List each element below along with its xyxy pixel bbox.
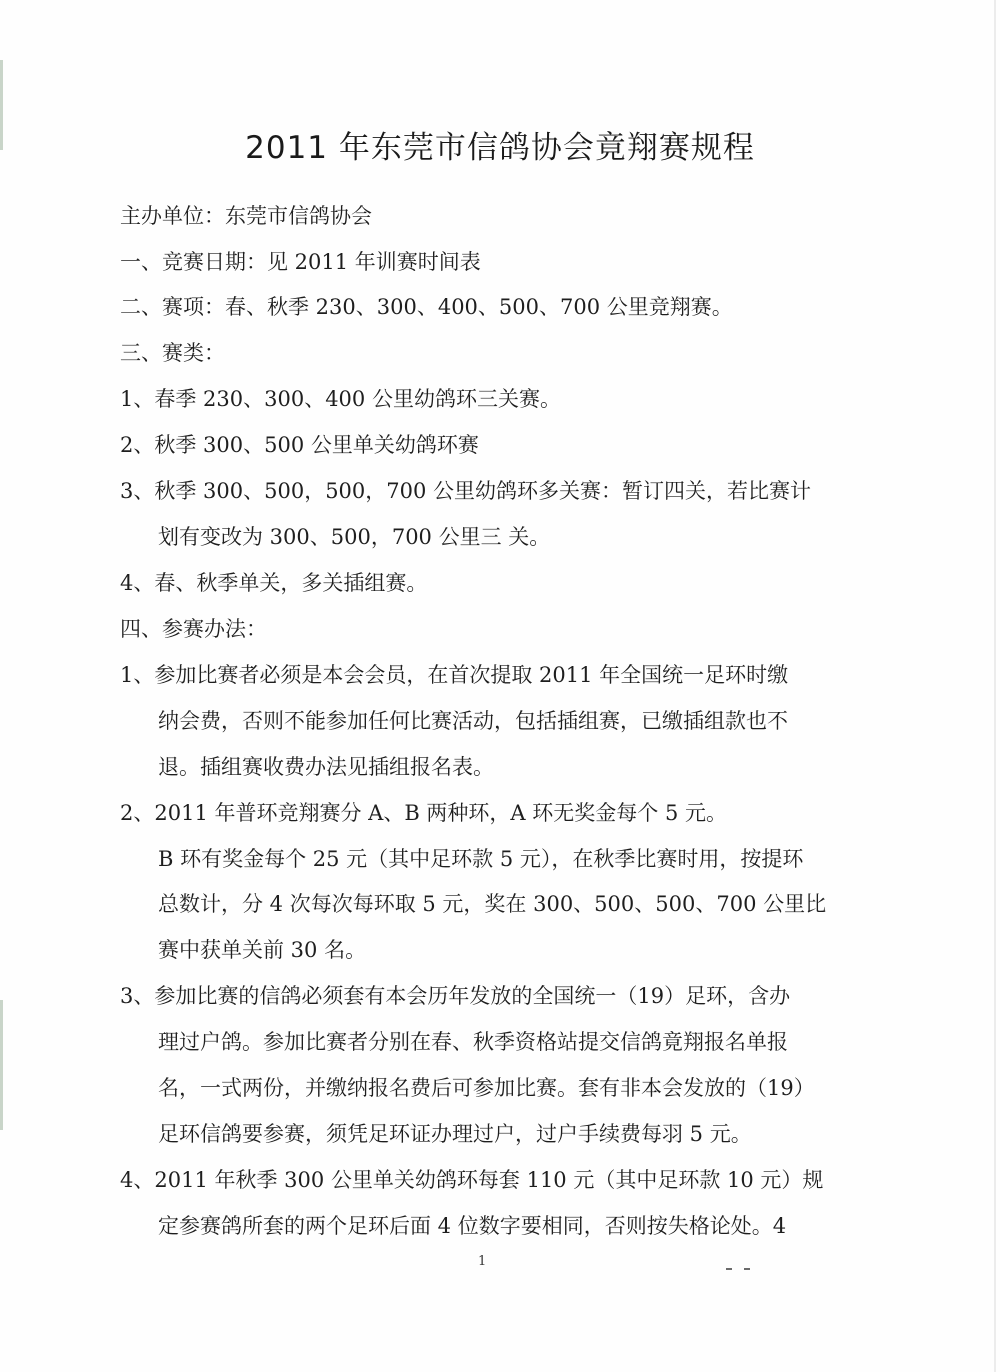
page-number: 1 bbox=[478, 1254, 487, 1269]
section-3-item-3-cont: 划有变改为 300、500，700 公里三 关。 bbox=[158, 525, 551, 549]
section-4-item-1-cont: 退。插组赛收费办法见插组报名表。 bbox=[158, 755, 494, 779]
section-3-item-4: 4、春、秋季单关，多关插组赛。 bbox=[120, 571, 428, 595]
scan-speck bbox=[744, 1268, 750, 1270]
section-3-heading: 三、赛类： bbox=[120, 341, 225, 365]
section-4-item-2-cont: B 环有奖金每个 25 元（其中足环款 5 元），在秋季比赛时用，按提环 bbox=[158, 847, 804, 871]
section-1-date: 一、竞赛日期：见 2011 年训赛时间表 bbox=[120, 250, 481, 274]
section-4-item-3-cont: 足环信鸽要参赛，须凭足环证办理过户，过户手续费每羽 5 元。 bbox=[158, 1122, 752, 1146]
section-4-item-2-cont: 总数计，分 4 次每次每环取 5 元，奖在 300、500、500、700 公里比 bbox=[158, 892, 827, 916]
section-4-item-2: 2、2011 年普环竞翔赛分 A、B 两种环，A 环无奖金每个 5 元。 bbox=[120, 801, 727, 825]
section-4-item-4: 4、2011 年秋季 300 公里单关幼鸽环每套 110 元（其中足环款 10 元）规 bbox=[120, 1168, 824, 1192]
section-4-heading: 四、参赛办法： bbox=[120, 617, 267, 641]
scan-right-edge bbox=[994, 0, 996, 1372]
section-4-item-1: 1、参加比赛者必须是本会会员，在首次提取 2011 年全国统一足环时缴 bbox=[120, 663, 789, 687]
section-4-item-3-cont: 理过户鸽。参加比赛者分别在春、秋季资格站提交信鸽竟翔报名单报 bbox=[158, 1030, 788, 1054]
section-4-item-4-cont: 定参赛鸽所套的两个足环后面 4 位数字要相同，否则按失格论处。4 bbox=[158, 1214, 787, 1238]
section-4-item-1-cont: 纳会费，否则不能参加任何比赛活动，包括插组赛，已缴插组款也不 bbox=[158, 709, 788, 733]
document-title: 2011 年东莞市信鸽协会竟翔赛规程 bbox=[245, 130, 755, 166]
section-3-item-1: 1、春季 230、300、400 公里幼鸽环三关赛。 bbox=[120, 387, 561, 411]
section-3-item-2: 2、秋季 300、500 公里单关幼鸽环赛 bbox=[120, 433, 479, 457]
scan-edge-mark bbox=[0, 1000, 3, 1130]
section-3-item-3: 3、秋季 300、500，500，700 公里幼鸽环多关赛：暂订四关，若比赛计 bbox=[120, 479, 812, 503]
scan-speck bbox=[726, 1268, 732, 1270]
section-4-item-3-cont: 名，一式两份，并缴纳报名费后可参加比赛。套有非本会发放的（19） bbox=[158, 1076, 815, 1100]
section-2-events: 二、赛项：春、秋季 230、300、400、500、700 公里竞翔赛。 bbox=[120, 295, 733, 319]
organizer-line: 主办单位：东莞市信鸽协会 bbox=[120, 204, 372, 228]
section-4-item-2-cont: 赛中获单关前 30 名。 bbox=[158, 938, 367, 962]
section-4-item-3: 3、参加比赛的信鸽必须套有本会历年发放的全国统一（19）足环，含办 bbox=[120, 984, 791, 1008]
